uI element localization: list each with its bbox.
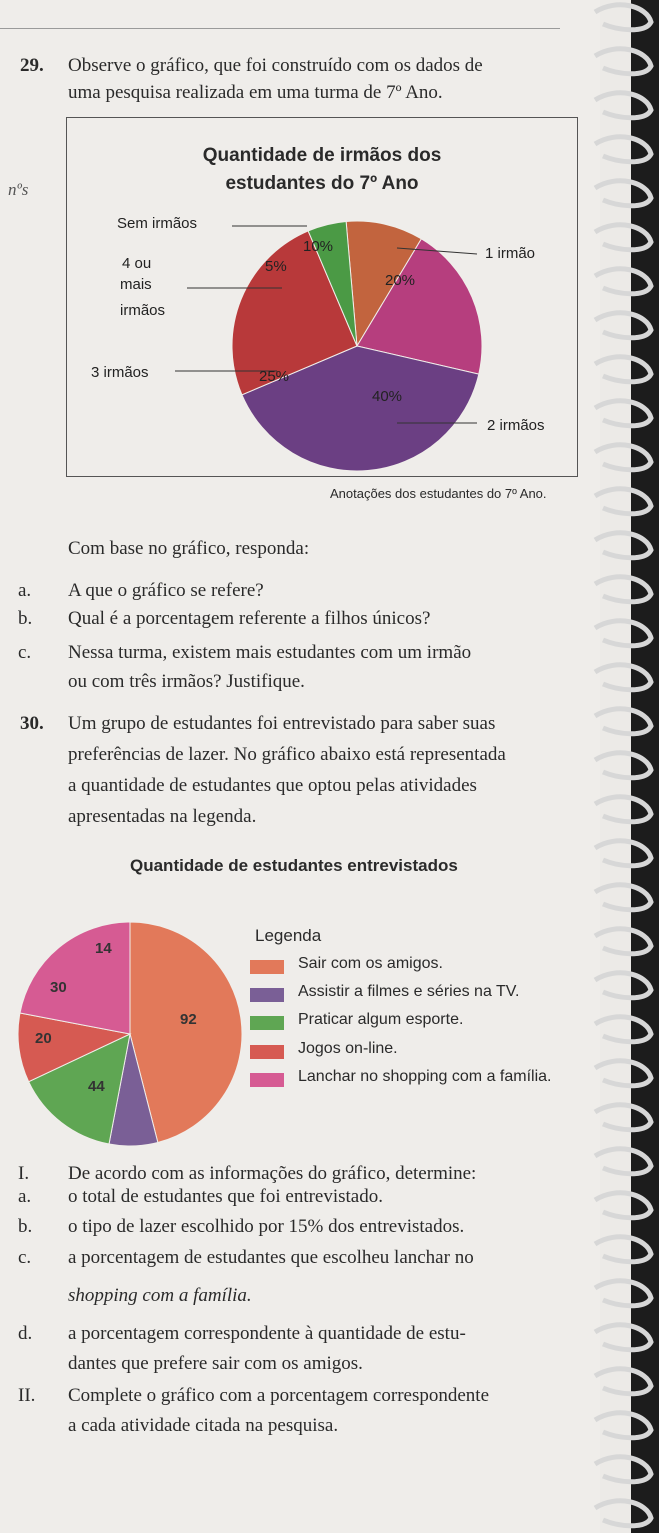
- chart-siblings: [66, 117, 578, 477]
- pct-2-irmaos: 40%: [372, 388, 403, 405]
- q30-line4: apresentadas na legenda.: [68, 806, 257, 827]
- label-3-irmaos: 3 irmãos: [91, 364, 149, 381]
- q30-line3: a quantidade de estudantes que optou pelas atividades: [68, 775, 477, 796]
- pie2-label-20: 20: [35, 1030, 52, 1047]
- textbook-page: 29. Observe o gráfico, que foi construído com os dados de uma pesquisa realizada em uma turma de 7º Ano. nºs Quantidade de irmãos dos estudantes do 7º Ano Sem irmãos 4 ou mais irmãos 3 irmãos 1 irmão 2 irmãos 10% 5% 20% 40% 25% Anotações dos estudantes do 7º Ano. Com base no gráfico, responda: a. A que o gráfico se refere? b. Qual é a porcentagem referente a filhos únicos? c. Nessa turma, existem mais estudantes com um irmão ou com três irmãos? Justifique. 30. Um grupo de estudantes foi entrevistado para saber suas preferências de lazer. No gráfico abaixo está representada a quantidade de estudantes que optou pelas atividades apresentadas na legenda. Quantidade de estudantes entrevistados 14 30 92 20 44 Legenda Sair com os amigos. Assistir a filmes e séries na TV. Praticar algum esporte. Jogos on-line. Lanchar no shopping com a família. I. De acordo com as informações do gráfico, determine: a. o total de estudantes que foi entrevistado. b. o tipo de lazer escolhido por 15% dos entrevistados. c. a porcentagem de estudantes que escolheu lanchar no shopping com a família. d. a porcentagem correspondente à quantidade de estu- dantes que prefere sair com os amigos. II. Complete o gráfico com a porcentagem correspondente a cada atividade citada na pesquisa.: [0, 0, 600, 1533]
- q29-number: 29.: [20, 55, 44, 76]
- chart1-title-line2: estudantes do 7º Ano: [225, 173, 419, 194]
- chart2-title: Quantidade de estudantes entrevistados: [130, 856, 458, 875]
- q29-text-line2: uma pesquisa realizada em uma turma de 7º Ano.: [68, 82, 443, 103]
- chart1-caption: Anotações dos estudantes do 7º Ano.: [330, 486, 547, 501]
- legend-swatch: [250, 988, 284, 1002]
- q30-line2: preferências de lazer. No gráfico abaixo está representada: [68, 744, 506, 765]
- q29-intro: Com base no gráfico, responda:: [68, 538, 310, 559]
- legend-swatch: [250, 1045, 284, 1059]
- legend-swatch: [250, 1016, 284, 1030]
- q30-number: 30.: [20, 713, 44, 734]
- handwritten-note: nºs: [8, 180, 29, 199]
- q29-text-line1: Observe o gráfico, que foi construído com os dados de: [68, 55, 483, 76]
- legend-swatch: [250, 960, 284, 974]
- label-2-irmaos: 2 irmãos: [487, 417, 545, 434]
- top-rule: [0, 28, 560, 29]
- pct-sem-irmaos: 10%: [303, 238, 334, 255]
- label-4-ou-mais-3: irmãos: [120, 302, 166, 319]
- pct-1-irmao: 20%: [385, 272, 416, 289]
- spiral-binding: [587, 0, 659, 1533]
- pie2-label-92: 92: [180, 1011, 197, 1028]
- pct-4-ou-mais: 5%: [265, 258, 287, 275]
- pie2-label-30: 30: [50, 979, 67, 996]
- label-sem-irmaos: Sem irmãos: [117, 215, 198, 232]
- label-1-irmao: 1 irmão: [485, 245, 536, 262]
- pie2-label-44: 44: [88, 1078, 105, 1095]
- label-4-ou-mais-2: mais: [120, 276, 152, 293]
- q30-line1: Um grupo de estudantes foi entrevistado para saber suas: [68, 713, 496, 734]
- legend-swatch: [250, 1073, 284, 1087]
- label-4-ou-mais-1: 4 ou: [122, 255, 152, 272]
- chart1-title-line1: Quantidade de irmãos dos: [202, 145, 442, 166]
- pie2-label-14: 14: [95, 940, 112, 957]
- legend-title: Legenda: [255, 926, 322, 945]
- pct-3-irmaos: 25%: [259, 368, 290, 385]
